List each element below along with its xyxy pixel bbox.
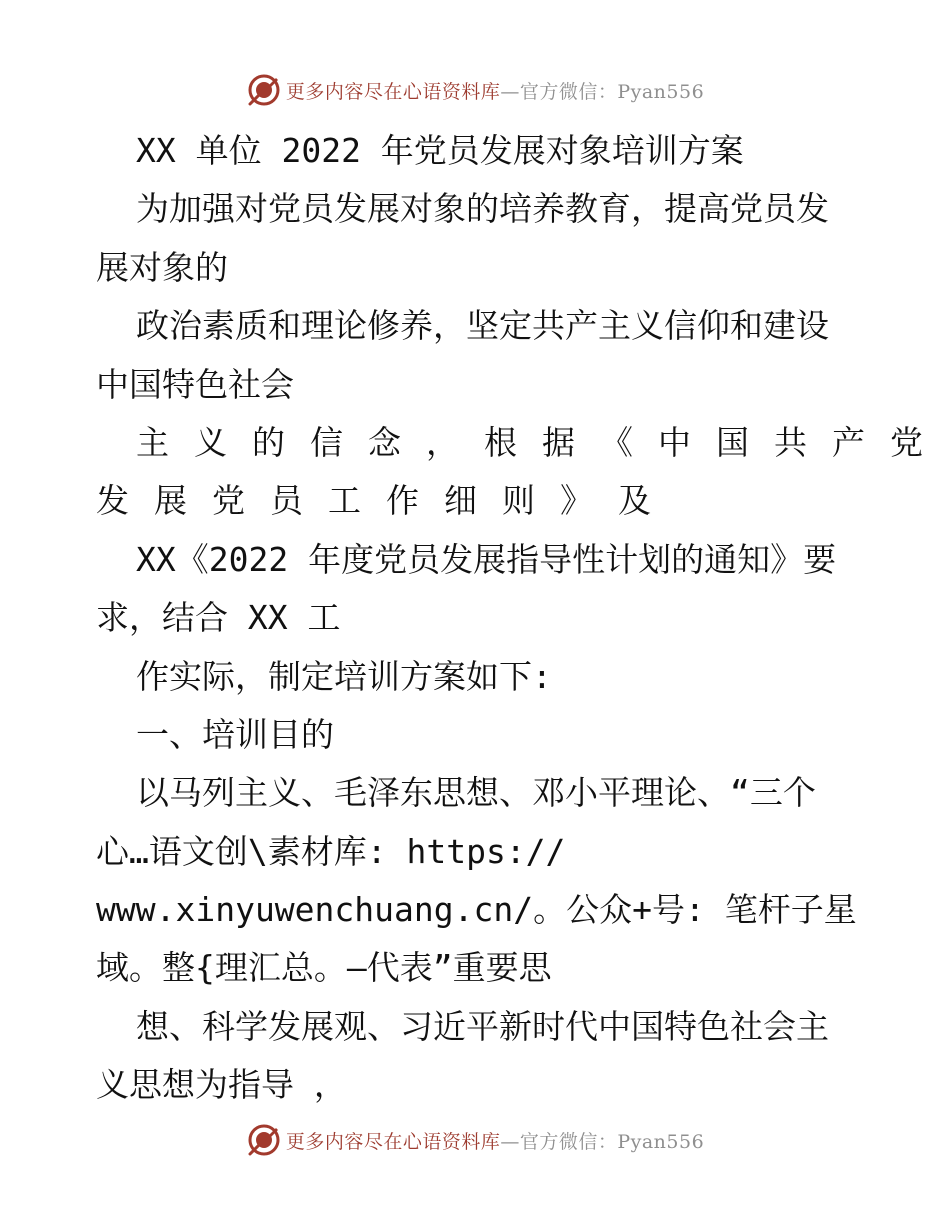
banner-text xyxy=(286,1127,704,1154)
banner-text xyxy=(286,77,704,104)
pen-circle-logo-icon xyxy=(246,72,282,108)
paragraph-line: 作实际，制定培训方案如下: xyxy=(136,656,552,696)
document-body xyxy=(96,122,948,1115)
paragraph-line: 想、科学发展观、习近平新时代中国特色社会主 xyxy=(136,1006,829,1046)
paragraph-line: 中国特色社会 xyxy=(96,364,294,404)
paragraph-line: www.xinyuwenchuang.cn/。公众+号: 笔杆子星 xyxy=(96,890,857,930)
banner-brand: 更多内容尽在心语资料库 xyxy=(285,80,501,103)
paragraph-line: 以马列主义、毛泽东思想、邓小平理论、“三个 xyxy=(136,773,816,813)
paragraph-line: 心…语文创\素材库: https:// xyxy=(96,831,566,871)
paragraph-line: XX《2022 年度党员发展指导性计划的通知》要 xyxy=(136,539,837,579)
paragraph-line: 为加强对党员发展对象的培养教育，提高党员发 xyxy=(136,189,829,229)
paragraph-line: 发展党员工作细则》及 xyxy=(96,481,676,521)
pen-circle-logo-icon xyxy=(246,1122,282,1158)
section-heading: 一、培训目的 xyxy=(136,714,334,754)
paragraph-line: 展对象的 xyxy=(96,247,228,287)
header-banner xyxy=(0,70,950,110)
banner-contact: —官方微信：Pyan556 xyxy=(500,1130,705,1153)
document-title: XX 单位 2022 年党员发展对象培训方案 xyxy=(136,131,744,170)
paragraph-line: 主义的信念，根据《中国共产党 xyxy=(136,422,948,462)
paragraph-line: 求，结合 XX 工 xyxy=(96,598,341,638)
footer-banner xyxy=(0,1120,950,1160)
paragraph-line: 义思想为指导 ， xyxy=(96,1065,347,1105)
paragraph-line: 域。整{理汇总。—代表”重要思 xyxy=(96,948,552,988)
paragraph-line: 政治素质和理论修养，坚定共产主义信仰和建设 xyxy=(136,306,829,346)
banner-contact: —官方微信：Pyan556 xyxy=(500,80,705,103)
banner-brand: 更多内容尽在心语资料库 xyxy=(285,1130,501,1153)
